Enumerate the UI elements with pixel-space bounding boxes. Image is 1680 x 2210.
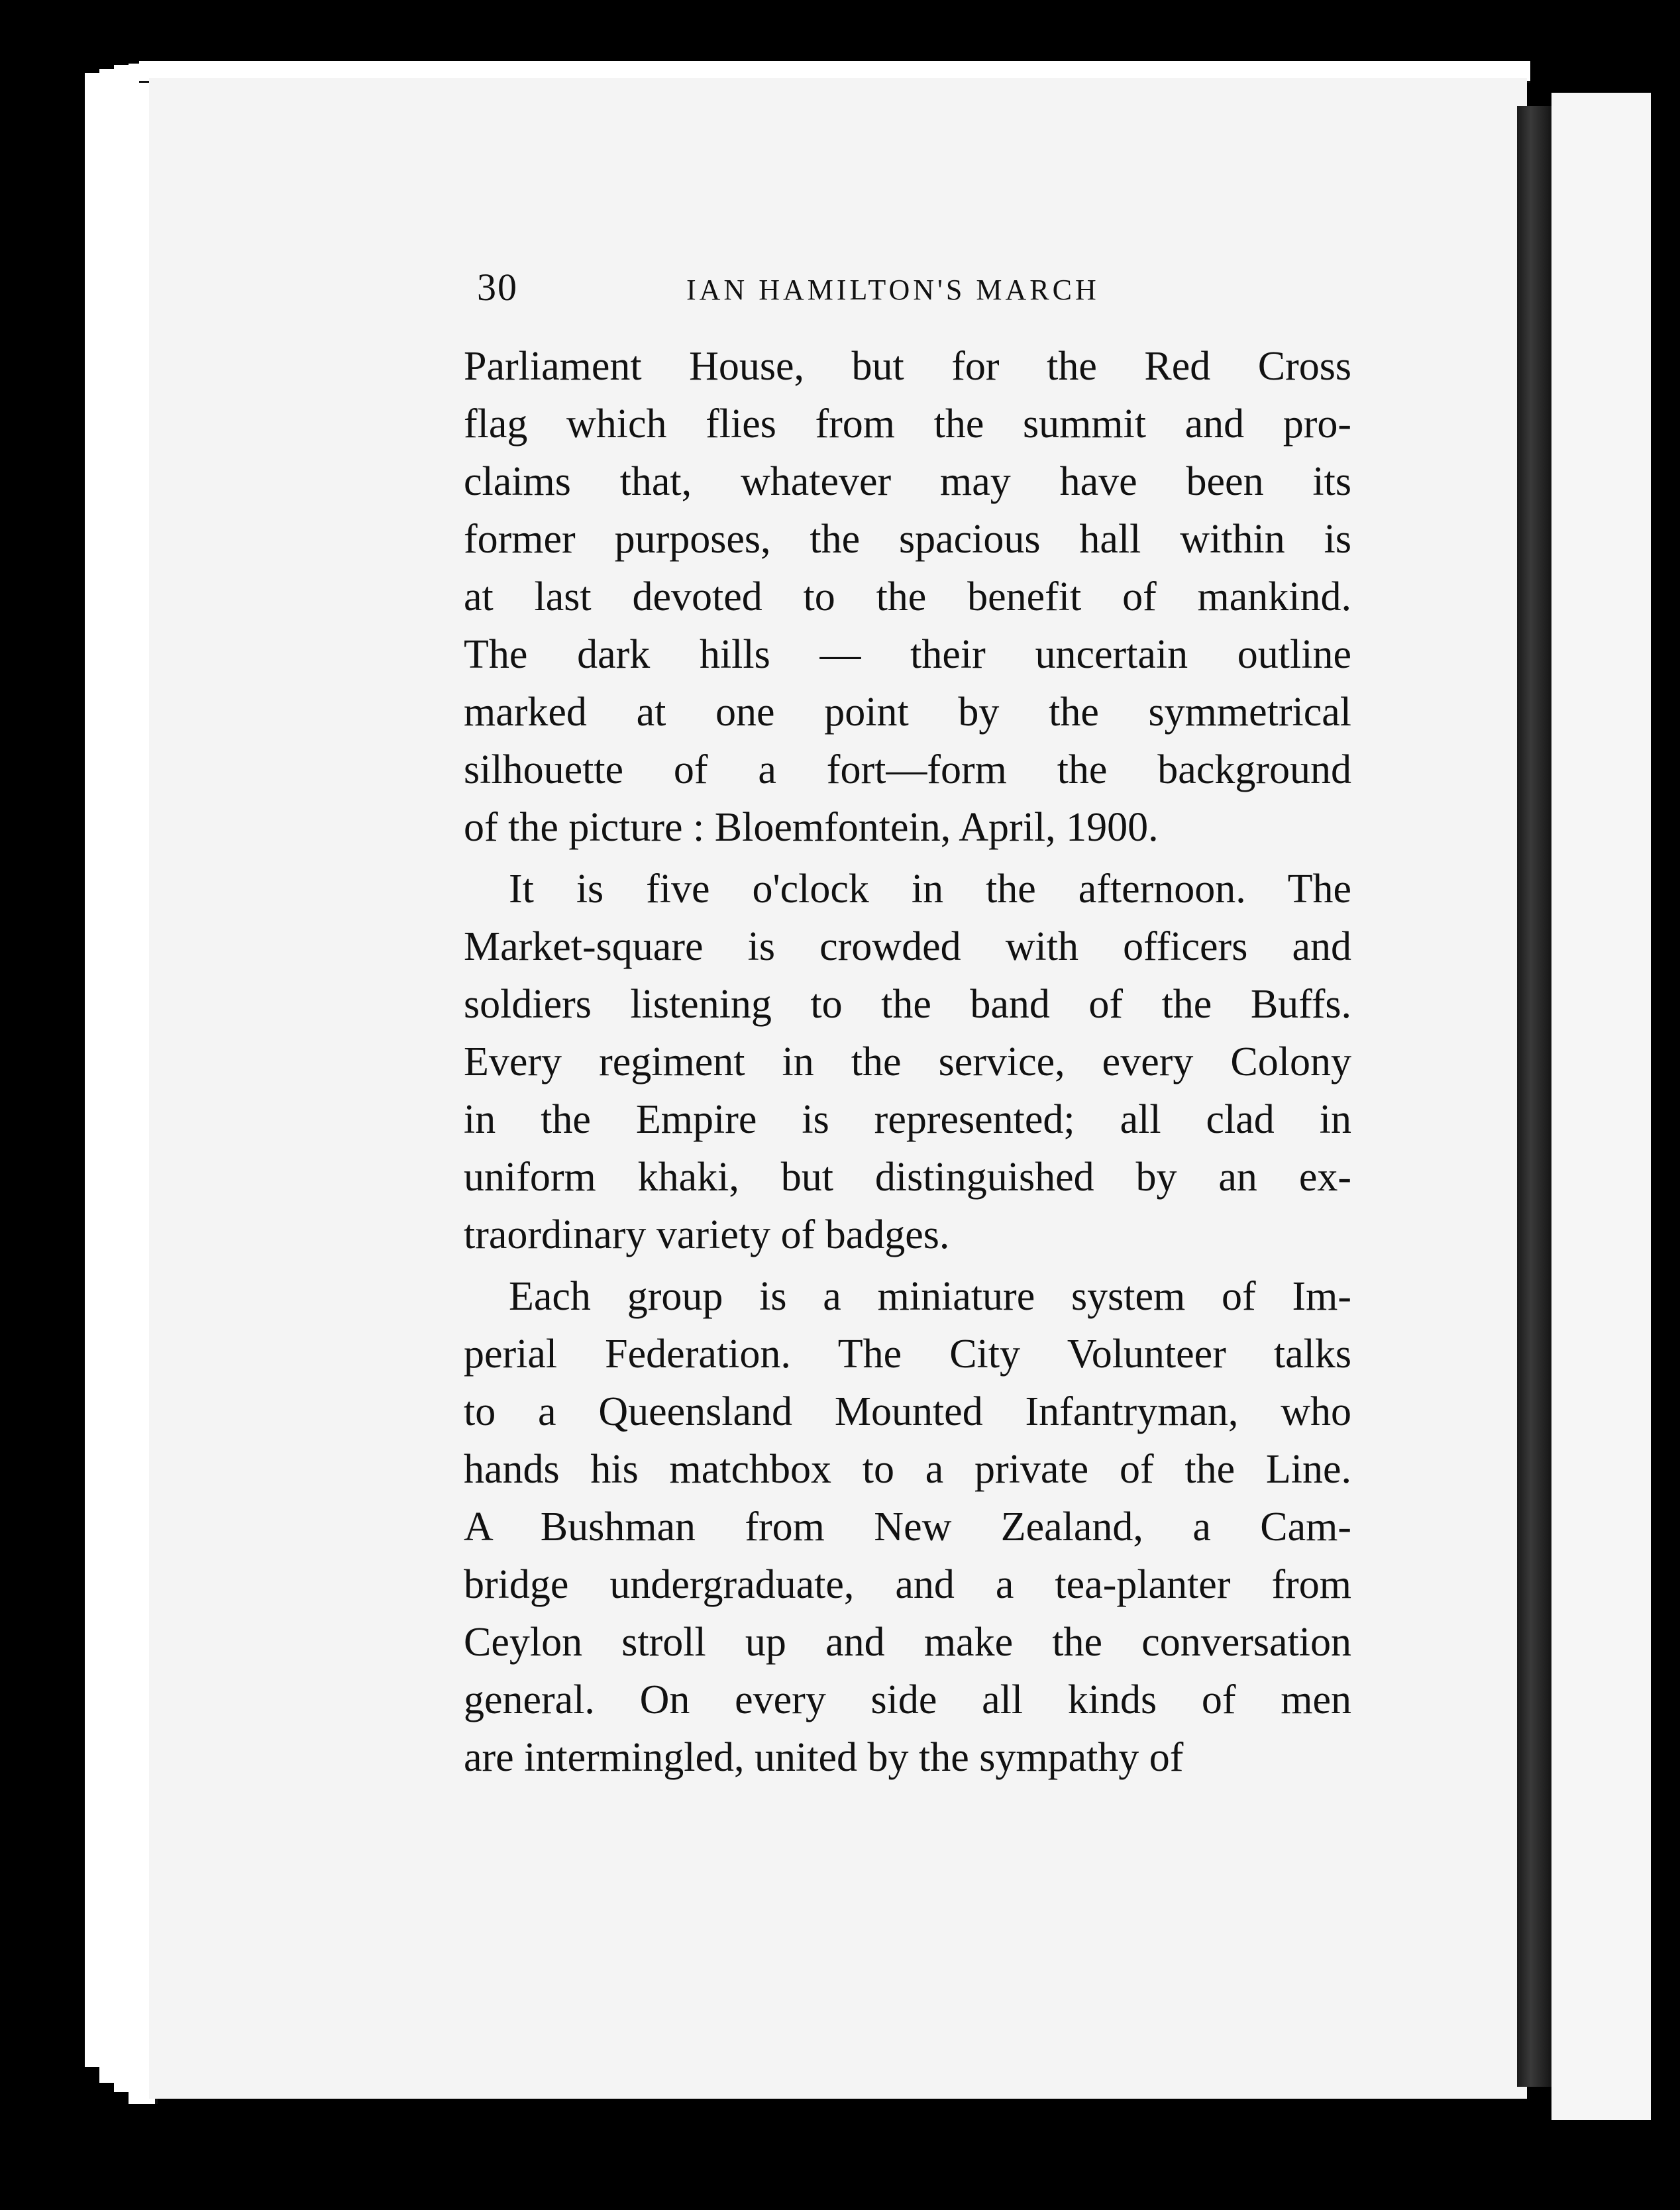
text-line: Ceylon stroll up and make the conversation [464,1620,1351,1665]
text-line: Parliament House, but for the Red Cross [464,344,1351,389]
paragraph [464,861,1351,1264]
text-line: at last devoted to the benefit of mankind. [464,574,1351,619]
text-line: are intermingled, united by the sympathy of [464,1735,1184,1780]
text-line: in the Empire is represented; all clad in [464,1097,1351,1142]
text-line: Market-square is crowded with officers and [464,924,1351,969]
text-line: It is five o'clock in the afternoon. The [509,867,1351,912]
text-line: silhouette of a fort—form the background [464,747,1351,792]
text-line: marked at one point by the symmetrical [464,690,1351,735]
text-line: former purposes, the spacious hall within is [464,517,1351,562]
paragraph [464,338,1351,857]
text-line: of the picture : Bloemfontein, April, 1900. [464,805,1159,850]
text-line: Each group is a miniature system of Im- [509,1274,1351,1319]
text-line: claims that, whatever may have been its [464,459,1351,504]
text-line: hands his matchbox to a private of the Line. [464,1447,1351,1492]
text-line: to a Queensland Mounted Infantryman, who [464,1389,1351,1434]
text-line: The dark hills — their uncertain outline [464,632,1351,677]
page-number: 30 [477,266,518,309]
paragraph [464,1268,1351,1787]
text-line: A Bushman from New Zealand, a Cam- [464,1504,1351,1550]
body-text [464,338,1351,1787]
text-line: bridge undergraduate, and a tea-planter from [464,1562,1351,1607]
book-binding [1517,106,1551,2087]
running-head: IAN HAMILTON'S MARCH [686,274,1100,306]
page-header [477,265,1497,318]
text-line: flag which flies from the summit and pro- [464,401,1351,447]
text-line: traordinary variety of badges. [464,1212,950,1257]
text-line: general. On every side all kinds of men [464,1677,1351,1722]
text-line: perial Federation. The City Volunteer talks [464,1332,1351,1377]
facing-page-edge [1551,93,1651,2120]
text-line: soldiers listening to the band of the Buffs. [464,982,1351,1027]
text-line: Every regiment in the service, every Colony [464,1039,1351,1084]
text-line: uniform khaki, but distinguished by an ex- [464,1155,1351,1200]
